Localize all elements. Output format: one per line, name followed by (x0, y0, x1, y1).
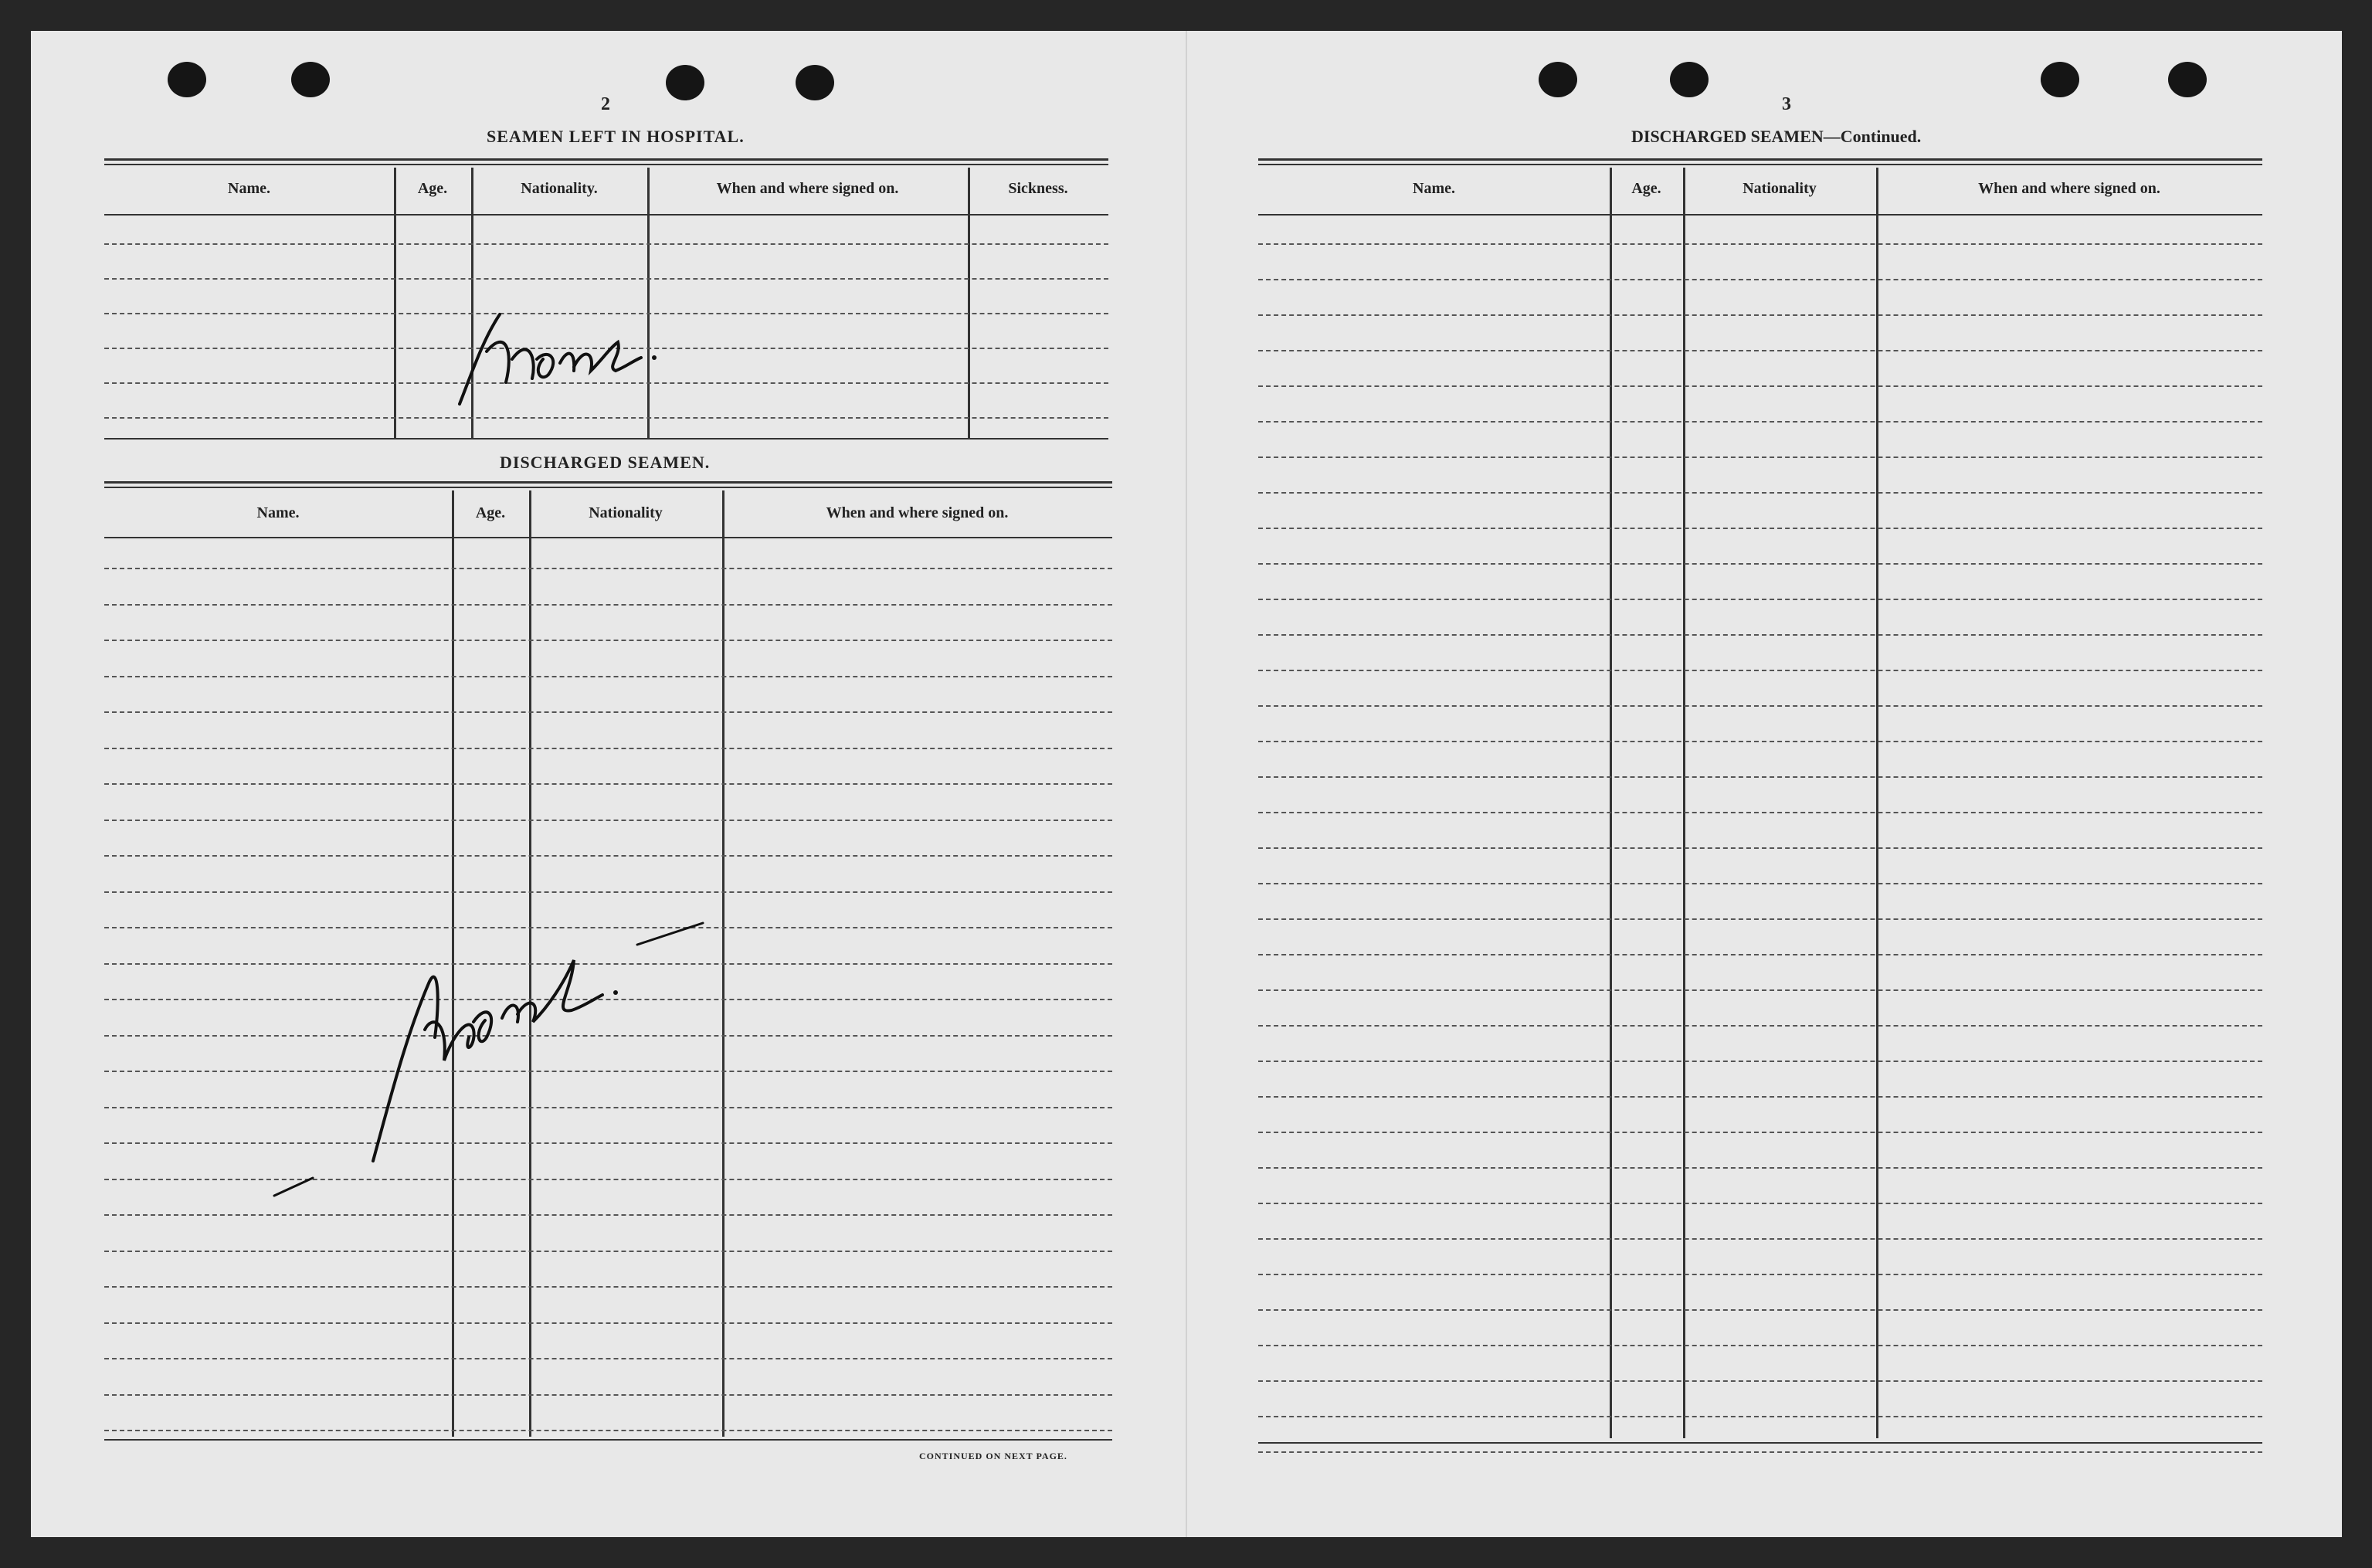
row-line (1258, 528, 2262, 529)
col-name: Name. (256, 504, 300, 521)
table-top-rule (104, 487, 1112, 488)
row-line (1258, 918, 2262, 920)
row-line (1258, 456, 2262, 458)
row-line (1258, 1309, 2262, 1311)
handwritten-signature (452, 305, 684, 413)
discharged-table (104, 481, 1112, 1478)
row-line (1258, 1274, 2262, 1275)
col-age: Age. (1631, 180, 1661, 197)
row-line (104, 891, 1112, 893)
hospital-section-title: SEAMEN LEFT IN HOSPITAL. (487, 127, 745, 146)
row-line (1258, 705, 2262, 707)
col-nationality: Nationality (589, 504, 663, 521)
document-sheet (31, 31, 2340, 1537)
row-line (1258, 1132, 2262, 1133)
row-line (104, 1358, 1112, 1359)
row-line (1258, 599, 2262, 600)
row-line (1258, 670, 2262, 671)
header-rule (104, 537, 1112, 538)
col-sickness: Sickness. (1008, 180, 1068, 197)
row-line (1258, 1416, 2262, 1417)
page-number: 3 (1782, 94, 1791, 114)
column-divider (1683, 168, 1685, 1438)
column-divider (1610, 168, 1612, 1438)
punch-hole (2041, 62, 2079, 97)
page-number: 2 (601, 94, 610, 114)
row-line (1258, 1167, 2262, 1169)
row-line (104, 1322, 1112, 1324)
row-line (1258, 243, 2262, 245)
row-line (104, 711, 1112, 713)
row-line (1258, 1025, 2262, 1027)
row-line (104, 604, 1112, 606)
row-line (1258, 812, 2262, 813)
row-line (104, 783, 1112, 785)
col-name: Name. (1413, 180, 1455, 197)
col-when-where: When and where signed on. (1978, 180, 2160, 197)
row-line (104, 568, 1112, 569)
table-bottom-rule (104, 1439, 1112, 1441)
discharged-continued-table (1258, 158, 2262, 1487)
table-top-rule (1258, 164, 2262, 165)
table-top-rule (104, 481, 1112, 484)
row-line (104, 1430, 1112, 1431)
row-line (1258, 741, 2262, 742)
left-page (31, 31, 1186, 1537)
row-line (1258, 385, 2262, 387)
row-line (1258, 1451, 2262, 1453)
row-line (104, 278, 1108, 280)
row-line (104, 1286, 1112, 1288)
right-page (1186, 31, 2342, 1537)
col-when-where: When and where signed on. (716, 180, 899, 197)
table-top-rule (1258, 158, 2262, 161)
column-divider (394, 168, 396, 438)
row-line (1258, 847, 2262, 849)
row-line (1258, 1238, 2262, 1240)
table-bottom-rule (1258, 1442, 2262, 1444)
row-line (1258, 989, 2262, 991)
col-age: Age. (417, 180, 448, 197)
row-line (1258, 563, 2262, 565)
discharged-section-title: DISCHARGED SEAMEN. (500, 453, 711, 472)
punch-hole (291, 62, 330, 97)
row-line (1258, 1203, 2262, 1204)
row-line (1258, 492, 2262, 494)
row-line (104, 820, 1112, 821)
row-line (104, 676, 1112, 677)
punch-hole (1539, 62, 1577, 97)
row-line (1258, 350, 2262, 351)
handwritten-signature (266, 921, 761, 1215)
row-line (1258, 776, 2262, 778)
punch-hole (796, 65, 834, 100)
row-line (1258, 279, 2262, 280)
table-top-rule (104, 158, 1108, 161)
punch-hole (2168, 62, 2207, 97)
row-line (104, 243, 1108, 245)
row-line (104, 640, 1112, 641)
col-age: Age. (475, 504, 506, 521)
punch-hole (666, 65, 704, 100)
row-line (1258, 314, 2262, 316)
row-line (1258, 634, 2262, 636)
row-line (104, 748, 1112, 749)
column-divider (1876, 168, 1878, 1438)
row-line (104, 855, 1112, 857)
col-when-where: When and where signed on. (826, 504, 1009, 521)
row-line (104, 1394, 1112, 1396)
row-line (104, 1251, 1112, 1252)
table-top-rule (104, 164, 1108, 165)
row-line (1258, 954, 2262, 955)
punch-hole (168, 62, 206, 97)
punch-hole (1670, 62, 1709, 97)
row-line (1258, 883, 2262, 884)
row-line (1258, 1061, 2262, 1062)
discharged-continued-title: DISCHARGED SEAMEN—Continued. (1631, 127, 1922, 146)
row-line (104, 417, 1108, 419)
column-divider (968, 168, 970, 438)
col-nationality: Nationality (1743, 180, 1817, 197)
row-line (1258, 1345, 2262, 1346)
table-bottom-rule (104, 438, 1108, 440)
continued-note: CONTINUED ON NEXT PAGE. (919, 1451, 1067, 1461)
col-name: Name. (228, 180, 270, 197)
col-nationality: Nationality. (521, 180, 598, 197)
row-line (1258, 1096, 2262, 1098)
row-line (1258, 421, 2262, 423)
row-line (1258, 1380, 2262, 1382)
header-rule (1258, 214, 2262, 216)
header-rule (104, 214, 1108, 216)
hospital-table (104, 158, 1108, 452)
